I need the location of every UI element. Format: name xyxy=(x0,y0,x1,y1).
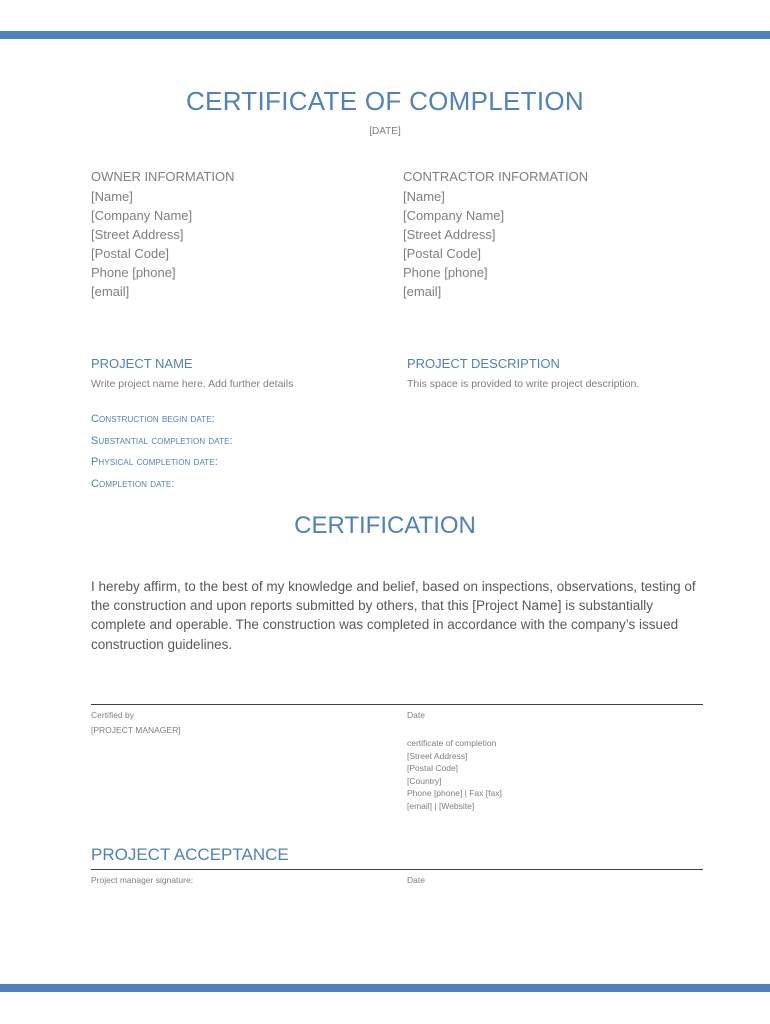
owner-phone: Phone [phone] xyxy=(91,265,176,280)
company-address-block xyxy=(407,737,502,813)
owner-heading: OWNER INFORMATION xyxy=(91,169,235,184)
address-line-country: [Country] xyxy=(407,775,442,786)
contractor-information xyxy=(403,167,588,301)
contractor-postal: [Postal Code] xyxy=(403,246,482,261)
address-line-title: certificate of completion xyxy=(407,738,497,748)
project-name-text: Write project name here. Add further details xyxy=(91,378,294,390)
document-title: CERTIFICATE OF COMPLETION xyxy=(185,86,584,116)
acceptance-date-label: Date xyxy=(407,875,425,885)
owner-company: [Company Name] xyxy=(91,208,193,223)
contractor-street: [Street Address] xyxy=(403,227,496,242)
document-date: [DATE] xyxy=(369,126,401,137)
certification-statement: I hereby affirm, to the best of my knowledge and belief, based on inspections, observations, testing of the construction and upon reports submitted by others, that this [Project Name] is substantially complete and operable. The construction was completed in accordance with the company’s issued construction guidelines. xyxy=(91,579,696,652)
owner-information xyxy=(91,167,234,301)
owner-name: [Name] xyxy=(91,189,133,204)
project-manager-placeholder: [PROJECT MANAGER] xyxy=(91,725,181,735)
construction-begin-date: Construction begin date: xyxy=(91,413,215,425)
address-line-street: [Street Address] xyxy=(407,750,468,761)
project-description-label: PROJECT DESCRIPTION xyxy=(407,356,560,371)
bottom-accent-bar xyxy=(0,984,770,992)
manager-signature-label: Project manager signature: xyxy=(91,875,194,885)
owner-street: [Street Address] xyxy=(91,227,184,242)
top-accent-bar xyxy=(0,31,770,39)
address-line-email: [email] | [Website] xyxy=(407,800,475,811)
project-dates xyxy=(91,409,233,495)
acceptance-line xyxy=(91,869,703,870)
contractor-company: [Company Name] xyxy=(403,208,505,223)
contractor-email: [email] xyxy=(403,284,442,299)
project-name-label: PROJECT NAME xyxy=(91,356,193,371)
signature-line xyxy=(91,704,703,705)
project-acceptance-heading: PROJECT ACCEPTANCE xyxy=(91,845,289,864)
substantial-completion-date: Substantial completion date: xyxy=(91,434,233,447)
completion-date: Completion date: xyxy=(91,477,175,490)
certified-by-label: Certified by xyxy=(91,710,134,720)
address-line-postal: [Postal Code] xyxy=(407,763,459,774)
contractor-name: [Name] xyxy=(403,189,445,204)
address-line-phone: Phone [phone] | Fax [fax] xyxy=(407,788,502,799)
project-description-text: This space is provided to write project description. xyxy=(407,378,640,390)
physical-completion-date: Physical completion date: xyxy=(91,456,218,468)
contractor-heading: CONTRACTOR INFORMATION xyxy=(403,169,589,184)
certified-date-label: Date xyxy=(407,710,425,720)
owner-postal: [Postal Code] xyxy=(91,246,170,261)
contractor-phone: Phone [phone] xyxy=(403,265,488,280)
owner-email: [email] xyxy=(91,284,130,299)
certification-heading: CERTIFICATION xyxy=(294,512,476,539)
